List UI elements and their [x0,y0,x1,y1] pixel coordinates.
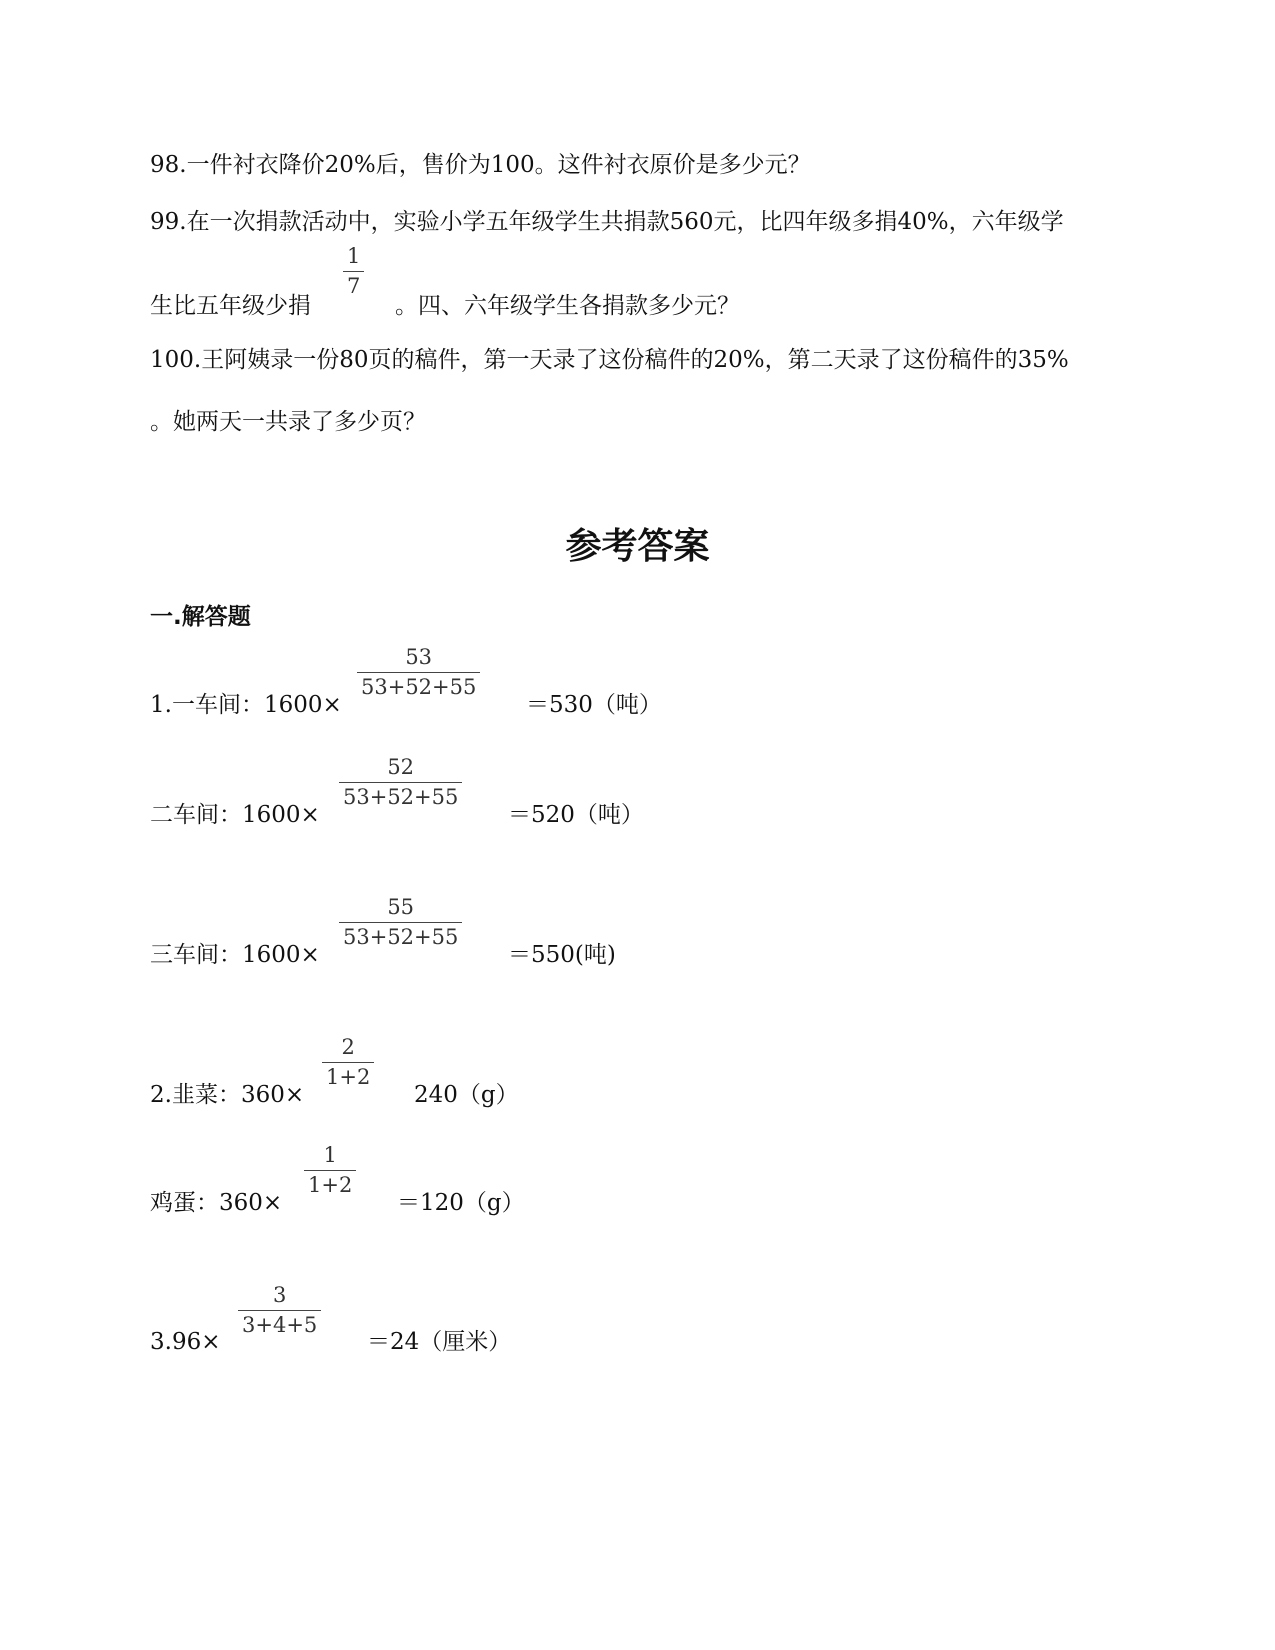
fraction-one-seventh [343,243,364,299]
fraction-denominator: 1+2 [304,1170,356,1198]
answer-2-eggs-label: 鸡蛋：360× [150,1190,283,1216]
fraction-denominator: 1+2 [322,1062,374,1090]
answer-1-workshop-3-fraction [339,894,462,950]
question-100-line1: 100.王阿姨录一份80页的稿件，第一天录了这份稿件的20%，第二天录了这份稿件的35% [150,347,1069,373]
answer-1-workshop-2-label: 二车间：1600× [150,802,320,828]
answer-1-workshop-1-result: ＝530（吨） [526,692,662,718]
answer-1-workshop-2-fraction [339,754,462,810]
answer-3-result: ＝24（厘米） [367,1329,512,1355]
question-99-line2b: 。四、六年级学生各捐款多少元？ [395,293,740,319]
fraction-numerator: 1 [347,244,361,268]
answer-2-eggs-result: ＝120（g） [397,1190,525,1216]
fraction-numerator: 3 [272,1283,287,1307]
answer-2-chives-fraction [322,1034,374,1090]
question-100-line2: 。她两天一共录了多少页？ [150,409,426,435]
answer-3-fraction [238,1282,321,1338]
question-99-line2a: 生比五年级少捐 [150,293,311,319]
answer-1-workshop-3-result: ＝550(吨) [508,942,616,968]
answer-2-chives-result: 240（g） [414,1082,519,1108]
fraction-denominator: 3+4+5 [238,1310,321,1338]
answer-1-workshop-2-result: ＝520（吨） [508,802,644,828]
answer-1-workshop-3-label: 三车间：1600× [150,942,320,968]
section-heading: 一.解答题 [150,604,251,630]
question-99-line1: 99.在一次捐款活动中，实验小学五年级学生共捐款560元，比四年级多捐40%，六年级学 [150,209,1064,235]
answer-3-label: 3.96× [150,1329,221,1355]
answers-title: 参考答案 [565,526,710,567]
answer-2-chives-label: 2.韭菜：360× [150,1082,305,1108]
fraction-numerator: 2 [341,1035,355,1059]
fraction-numerator: 1 [323,1143,337,1167]
answer-2-eggs-fraction [304,1142,356,1198]
fraction-denominator: 53+52+55 [339,922,462,950]
fraction-numerator: 53 [405,645,433,669]
fraction-numerator: 52 [387,755,415,779]
fraction-denominator: 7 [343,271,364,299]
question-98: 98.一件衬衣降价20%后，售价为100。这件衬衣原价是多少元？ [150,152,811,178]
fraction-denominator: 53+52+55 [357,672,480,700]
fraction-denominator: 53+52+55 [339,782,462,810]
fraction-numerator: 55 [387,895,415,919]
answer-1-workshop-1-fraction [357,644,480,700]
answer-1-workshop-1-label: 1.一车间：1600× [150,692,342,718]
